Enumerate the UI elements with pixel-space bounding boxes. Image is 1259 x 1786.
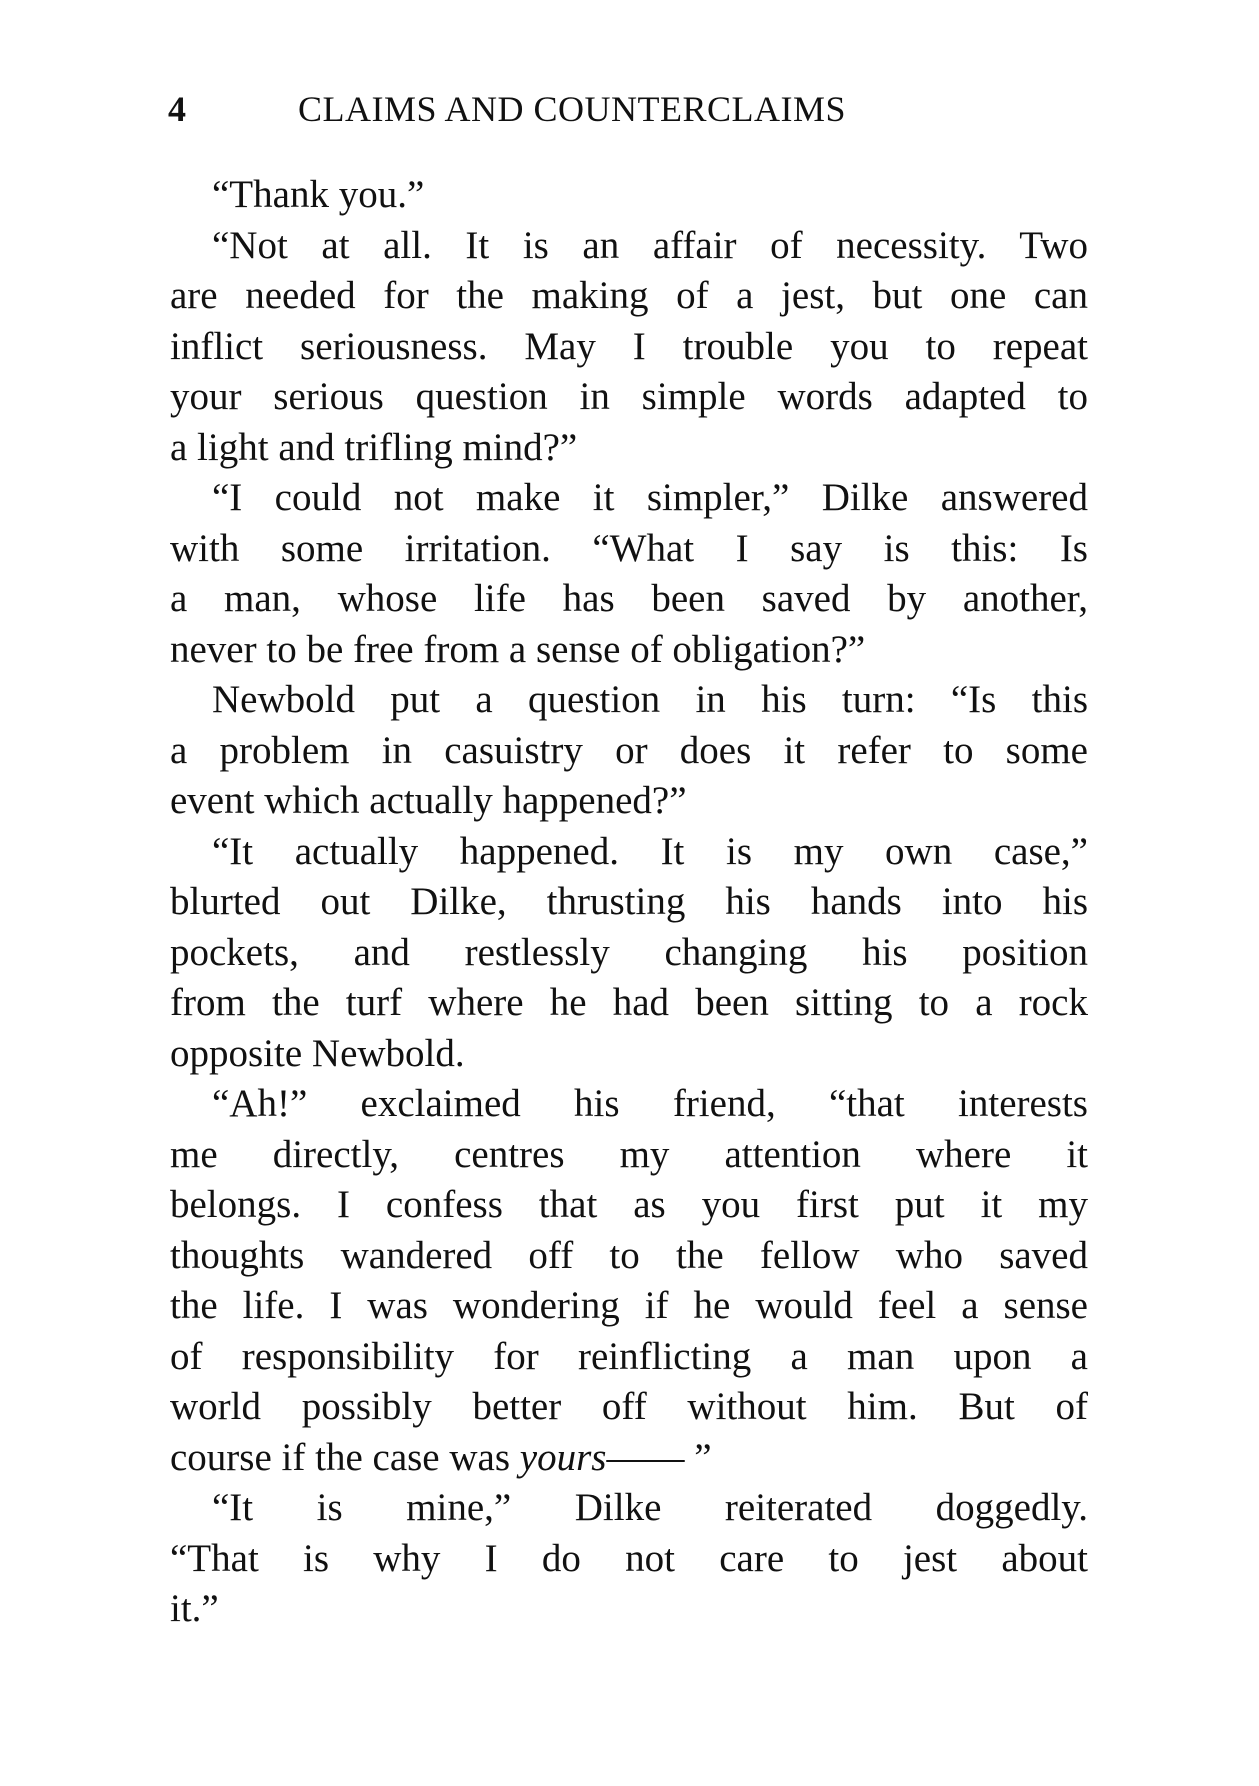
text-line <box>170 1483 1088 1534</box>
text-line <box>170 827 1088 878</box>
line-text: “I could not make it simpler,” Dilke answered <box>212 476 1088 519</box>
line-text: blurted out Dilke, thrusting his hands into his <box>170 880 1088 923</box>
text-line <box>170 1029 1088 1080</box>
text-line <box>170 473 1088 524</box>
page-number: 4 <box>168 89 187 129</box>
line-text: thoughts wandered off to the fellow who saved <box>170 1233 1088 1277</box>
line-text: “Not at all. It is an affair of necessity. Two <box>212 223 1088 267</box>
line-text: from the turf where he had been sitting to a rock <box>170 981 1088 1024</box>
line-text: pockets, and restlessly changing his position <box>170 930 1088 974</box>
line-text: it.” <box>170 1587 219 1630</box>
line-text: opposite Newbold. <box>170 1031 465 1075</box>
text-line <box>170 877 1088 928</box>
text-line <box>170 1332 1088 1383</box>
line-text: me directly, centres my attention where it <box>170 1132 1088 1176</box>
line-text: “It is mine,” Dilke reiterated doggedly. <box>212 1486 1088 1529</box>
text-line <box>170 574 1088 625</box>
line-text: never to be free from a sense of obligation?” <box>170 627 866 671</box>
line-text: event which actually happened?” <box>170 779 687 822</box>
text-line <box>170 978 1088 1029</box>
text-line <box>170 423 1088 474</box>
text-line <box>170 170 1088 221</box>
line-text: your serious question in simple words adapted to <box>170 375 1088 418</box>
line-text: “Thank you.” <box>212 173 425 216</box>
line-text: are needed for the making of a jest, but one can <box>170 274 1088 317</box>
line-text: “It actually happened. It is my own case,” <box>212 829 1088 873</box>
line-text-tail: —— ” <box>606 1435 712 1479</box>
text-line <box>170 1130 1088 1181</box>
page-header <box>168 88 1088 138</box>
body-text <box>170 170 1088 1635</box>
text-line <box>170 1584 1088 1635</box>
text-line <box>170 726 1088 777</box>
text-line <box>170 221 1088 272</box>
line-text: a man, whose life has been saved by another, <box>170 577 1088 620</box>
line-text: with some irritation. “What I say is this: Is <box>170 526 1088 570</box>
text-line <box>170 1382 1088 1433</box>
line-text: course if the case was <box>170 1435 520 1479</box>
line-text: Newbold put a question in his turn: “Is this <box>212 678 1088 721</box>
line-text: a problem in casuistry or does it refer to some <box>170 728 1088 772</box>
text-line <box>170 776 1088 827</box>
text-line <box>170 675 1088 726</box>
text-line <box>170 1281 1088 1332</box>
line-text: “Ah!” exclaimed his friend, “that interests <box>212 1082 1088 1125</box>
text-line <box>170 524 1088 575</box>
line-text: “That is why I do not care to jest about <box>170 1536 1088 1580</box>
text-line <box>170 928 1088 979</box>
running-head: CLAIMS AND COUNTERCLAIMS <box>298 89 847 129</box>
text-line <box>170 1180 1088 1231</box>
text-line <box>170 271 1088 322</box>
text-line <box>170 1231 1088 1282</box>
text-line <box>170 1079 1088 1130</box>
text-line <box>170 322 1088 373</box>
line-text: the life. I was wondering if he would feel a sense <box>170 1284 1088 1327</box>
italic-word: yours <box>519 1435 607 1479</box>
text-line <box>170 1433 1088 1484</box>
line-text: belongs. I confess that as you first put it my <box>170 1183 1088 1226</box>
line-text: of responsibility for reinflicting a man upon a <box>170 1334 1088 1378</box>
line-text: inflict seriousness. May I trouble you to repeat <box>170 324 1088 368</box>
text-line <box>170 625 1088 676</box>
text-line <box>170 372 1088 423</box>
line-text: a light and trifling mind?” <box>170 425 578 469</box>
line-text: world possibly better off without him. But of <box>170 1385 1088 1428</box>
text-line <box>170 1534 1088 1585</box>
